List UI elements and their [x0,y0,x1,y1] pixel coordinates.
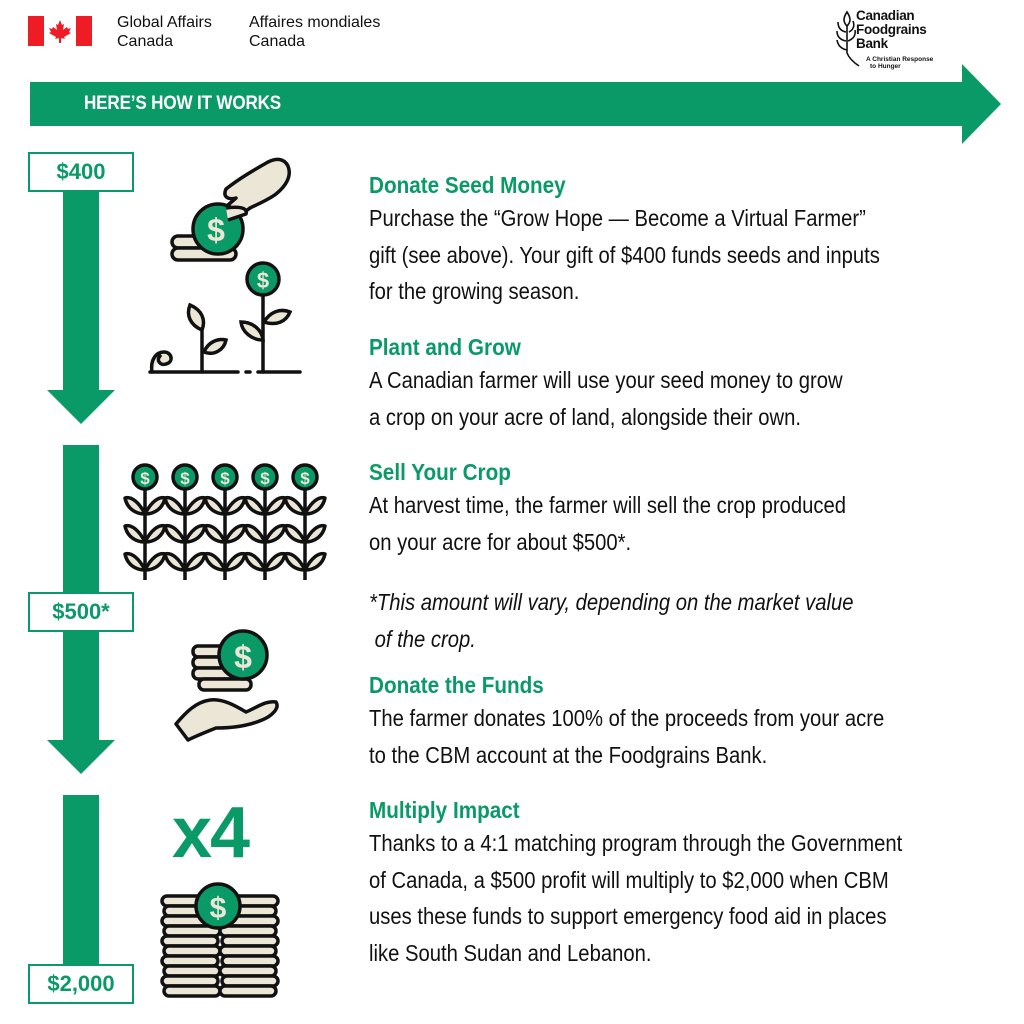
amount-end-badge: $2,000 [28,964,134,1004]
svg-text:$: $ [256,268,270,293]
money-plant-icon [245,465,285,580]
coin-stacks-icon [162,884,278,996]
svg-text:$: $ [180,469,190,488]
step-line: uses these funds to support emergency food aid in places [369,903,887,929]
svg-text:$: $ [260,469,270,488]
step-title: Donate Seed Money [369,172,566,198]
step-donate-the-funds [369,672,1009,773]
step-title: Multiply Impact [369,797,520,823]
bar-3 [63,795,99,965]
cfgb-tagline-line1: A Christian Response [866,56,934,63]
step-line: like South Sudan and Lebanon. [369,939,652,966]
svg-text:$: $ [140,469,150,488]
banner-title: HERE’S HOW IT WORKS [84,93,282,114]
svg-text:$: $ [220,469,230,488]
gac-fr-line1: Affaires mondiales [249,14,381,31]
money-plant-icon [125,465,165,580]
step-line: of Canada, a $500 profit will multiply to $2,000 when CBM [369,866,889,893]
cfgb-line1: Canadian [856,8,915,23]
multiplier-label: x4 [172,793,249,873]
step-line: gift (see above). Your gift of $400 funds seeds and inputs [369,241,880,268]
step-line: to the CBM account at the Foodgrains Bank. [369,741,768,768]
footnote-line2: of the crop. [369,625,476,652]
svg-text:$: $ [234,639,252,675]
cfgb-line3: Bank [856,36,888,51]
step-body [369,700,932,773]
footnote-line1: *This amount will vary, depending on the market value [369,589,854,615]
step-title: Donate the Funds [369,672,544,698]
step-multiply-impact [369,797,1009,971]
step-line: for the growing season. [369,278,580,304]
money-plants-icon [125,465,325,580]
gac-en-line1: Global Affairs [117,14,212,31]
amount-start-badge: $400 [28,152,134,192]
money-plant-icon [285,465,325,580]
hand-coin-icon [172,159,289,260]
step-title: Plant and Grow [369,334,521,360]
sprouts-icon [150,263,300,372]
money-plant-icon [205,465,245,580]
step-line: Thanks to a 4:1 matching program through the Government [369,830,903,856]
step-plant-and-grow [369,334,1009,435]
step-body [369,825,932,971]
step-line: a crop on your acre of land, alongside their own. [369,403,802,430]
svg-text:$: $ [300,469,310,488]
step-body [369,200,932,310]
step-title: Sell Your Crop [369,459,511,485]
step-sell-your-crop [369,459,1009,560]
step-line: Purchase the “Grow Hope — Become a Virtual Farmer” [369,205,866,231]
cfgb-line2: Foodgrains [856,22,927,37]
gac-en-line2: Canada [117,33,174,50]
coin-icon [164,986,220,996]
svg-text:$: $ [209,892,227,925]
footnote [369,584,854,657]
coin-icon [220,986,276,996]
amount-mid-badge: $500* [28,592,134,632]
step-body [369,362,932,435]
svg-text:$: $ [207,212,225,248]
down-arrow-1 [47,190,115,424]
hand-coins-icon [176,631,277,740]
cfgb-tagline-line2: to Hunger [870,63,901,70]
step-line: At harvest time, the farmer will sell the crop produced [369,492,846,518]
gac-fr-line2: Canada [249,33,306,50]
step-donate-seed-money [369,172,1009,310]
step-line: A Canadian farmer will use your seed money to grow [369,367,843,393]
step-line: on your acre for about $500*. [369,528,632,555]
step-body [369,487,932,560]
money-plant-icon [165,465,205,580]
step-line: The farmer donates 100% of the proceeds from your acre [369,705,885,731]
